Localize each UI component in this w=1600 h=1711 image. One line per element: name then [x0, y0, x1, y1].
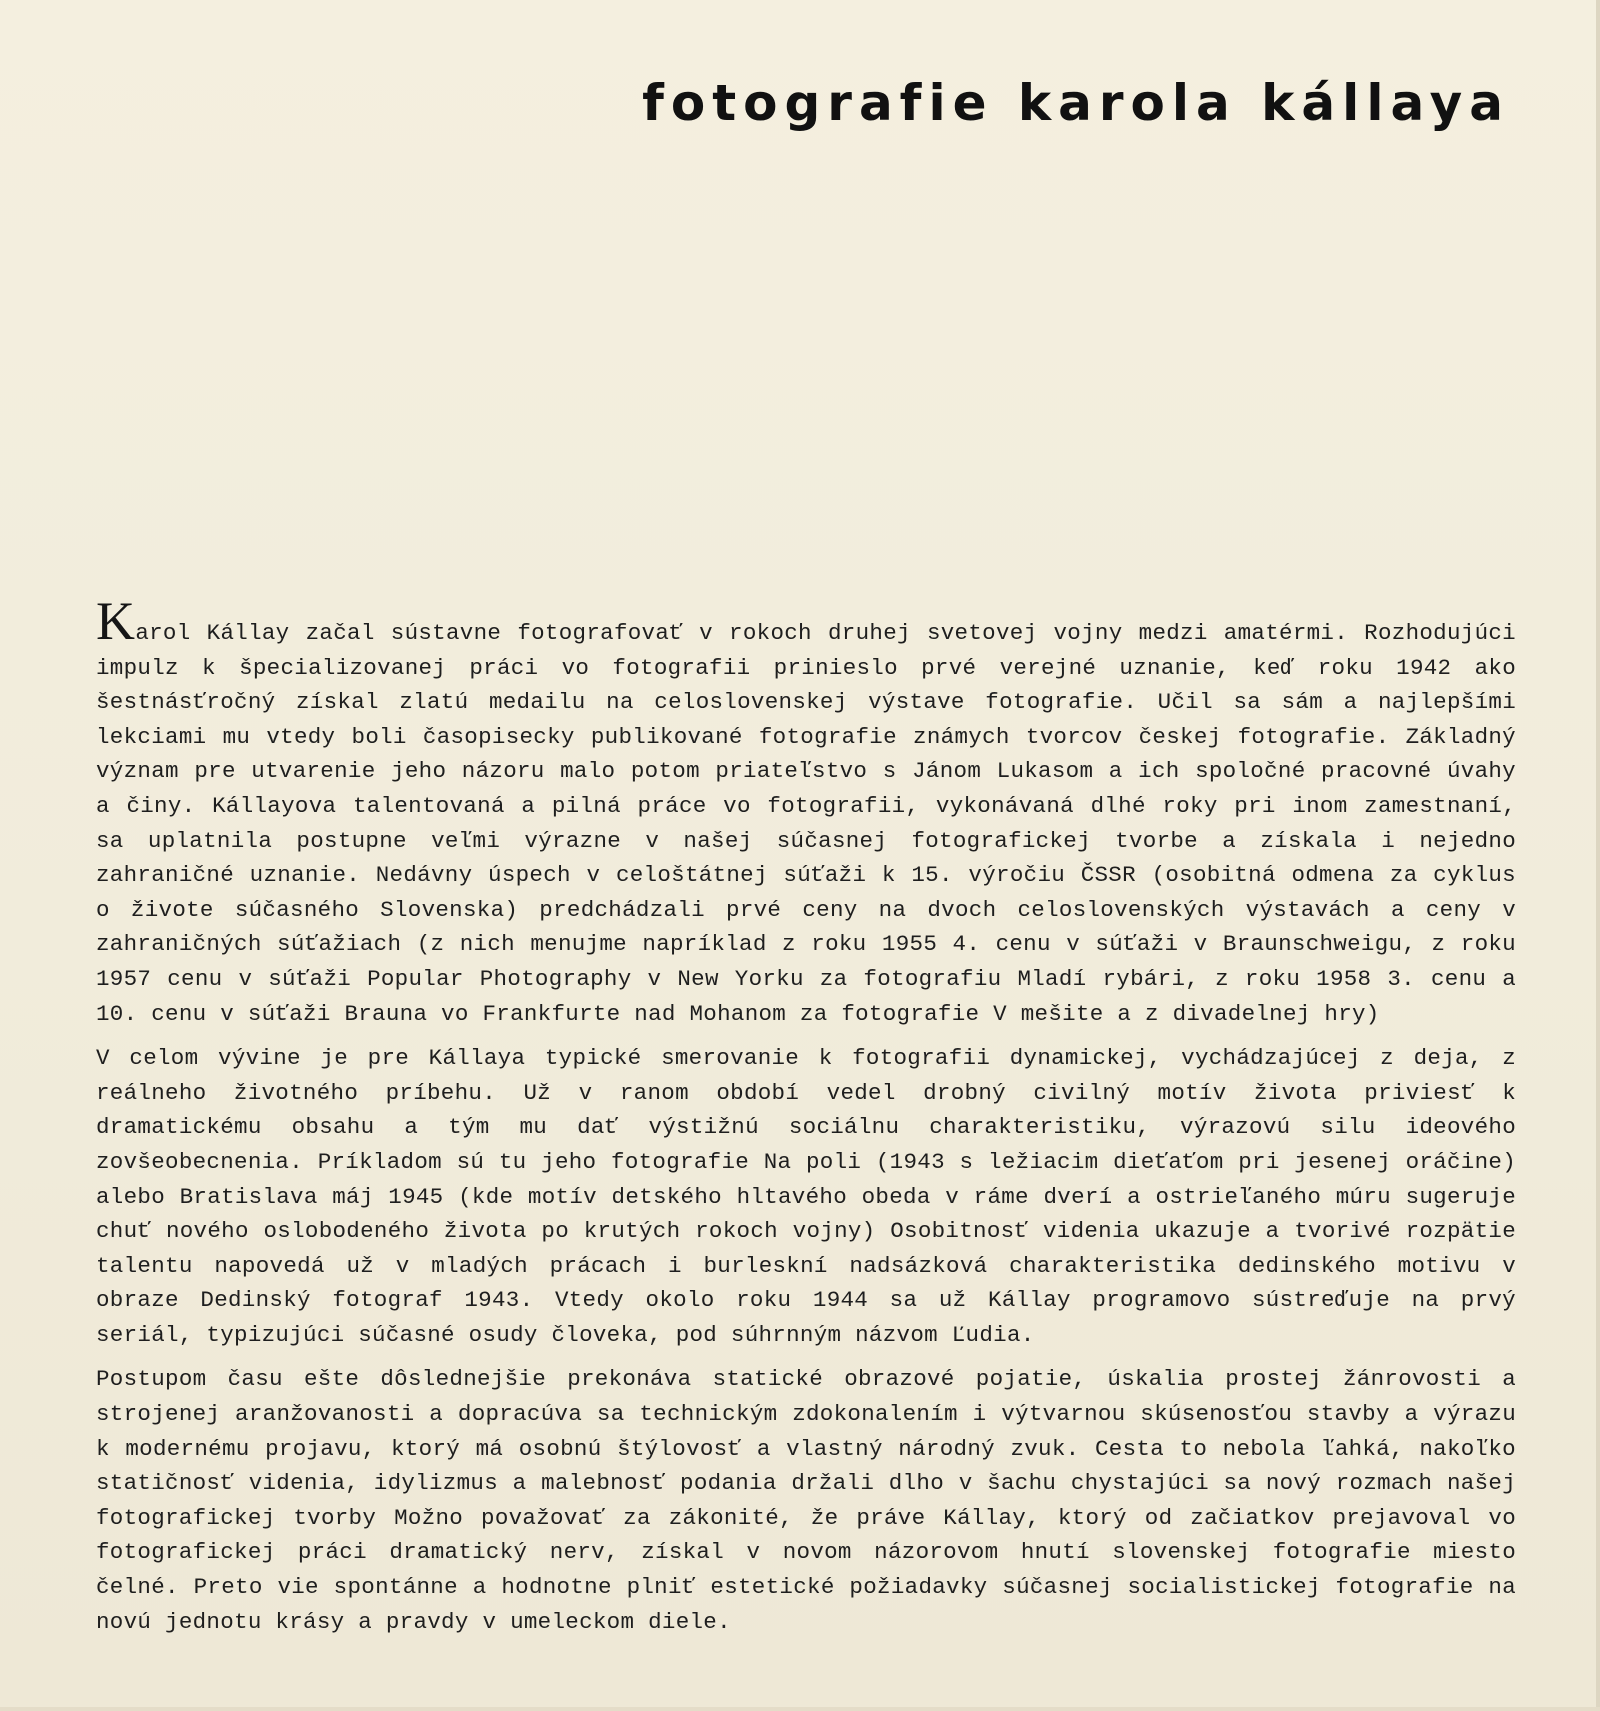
paragraph-text: V celom vývine je pre Kállaya typické smerovanie k fotografii dynamickej, vychádzajúcej z deja, z reálneho životného príbehu. Už v ranom období vedel drobný civilný motív života priviesť k dramatickému obsahu a tým mu dať výstižnú sociálnu charakteristiku, výrazovú silu ideového zovšeobecnenia. Príkladom sú tu jeho fotografie Na poli (1943 s ležiacim dieťaťom pri jesenej oráčine) alebo Bratislava máj 1945 (kde motív detského hltavého obeda v ráme dverí a ostrieľaného múru sugeruje chuť nového oslobodeného života po krutých rokoch vojny) Osobitnosť videnia ukazuje a tvorivé rozpätie talentu napovedá už v mladých prácach i burleskní nadsázková charakteristika dedinského motivu v obraze Dedinský fotograf 1943. Vtedy okolo roku 1944 sa už Kállay programovo sústreďuje na prvý seriál, typizujúci súčasné osudy človeka, pod súhrnným názvom Ľudia. [96, 1045, 1516, 1348]
paragraph-text: Postupom času ešte dôslednejšie prekonáva statické obrazové pojatie, úskalia prostej žánrovosti a strojenej aranžovanosti a dopracúva sa technickým zdokonalením i výtvarnou skúsenosťou stavby a výrazu k modernému projavu, ktorý má osobnú štýlovosť a vlastný národný zvuk. Cesta to nebola ľahká, nakoľko statičnosť videnia, idylizmus a malebnosť podania držali dlho v šachu chystajúci sa nový rozmach našej fotografickej tvorby Možno považovať za zákonité, že práve Kállay, ktorý od začiatkov prejavoval vo fotografickej práci dramatický nerv, získal v novom názorovom hnutí slovenskej fotografie miesto čelné. Preto vie spontánne a hodnotne plniť estetické požiadavky súčasnej socialistickej fotografie na novú jednotu krásy a pravdy v umeleckom diele. [96, 1366, 1516, 1635]
page-bottom-edge [0, 1707, 1600, 1711]
paragraph-text: arol Kállay začal sústavne fotografovať v rokoch druhej svetovej vojny medzi amatérmi. Rozhodujúci impulz k špecializovanej práci vo fotografii prinieslo prvé verejné uznanie, keď roku 1942 ako šestnásťročný získal zlatú medailu na celoslovenskej výstave fotografie. Učil sa sám a najlepšími lekciami mu vtedy boli časopisecky publikované fotografie známych tvorcov českej fotografie. Základný význam pre utvarenie jeho názoru malo potom priateľstvo s Jánom Lukasom a ich spoločné pracovné úvahy a činy. Kállayova talentovaná a pilná práce vo fotografii, vykonávaná dlhé roky pri inom zamestnaní, sa uplatnila postupne veľmi výrazne v našej súčasnej fotografickej tvorbe a získala i nejedno zahraničné uznanie. Nedávny úspech v celoštátnej súťaži k 15. výročiu ČSSR (osobitná odmena za cyklus o živote súčasného Slovenska) predchádzali prvé ceny na dvoch celoslovenských výstavách a ceny v zahraničných súťažiach (z nich menujme napríklad z roku 1955 4. cenu v súťaži v Braunschweigu, z roku 1957 cenu v súťaži Popular Photography v New Yorku za fotografiu Mladí rybári, z roku 1958 3. cenu a 10. cenu v súťaži Brauna vo Frankfurte nad Mohanom za fotografie V mešite a z divadelnej hry) [96, 620, 1516, 1027]
page-edge-shadow [1596, 0, 1600, 1711]
page-title: fotografie karola kállaya [642, 74, 1510, 132]
article-body [96, 591, 1516, 1649]
paragraph-conclusion [96, 1362, 1516, 1639]
paragraph-intro [96, 591, 1516, 1031]
paragraph-development [96, 1041, 1516, 1352]
drop-cap-initial: K [96, 591, 136, 651]
